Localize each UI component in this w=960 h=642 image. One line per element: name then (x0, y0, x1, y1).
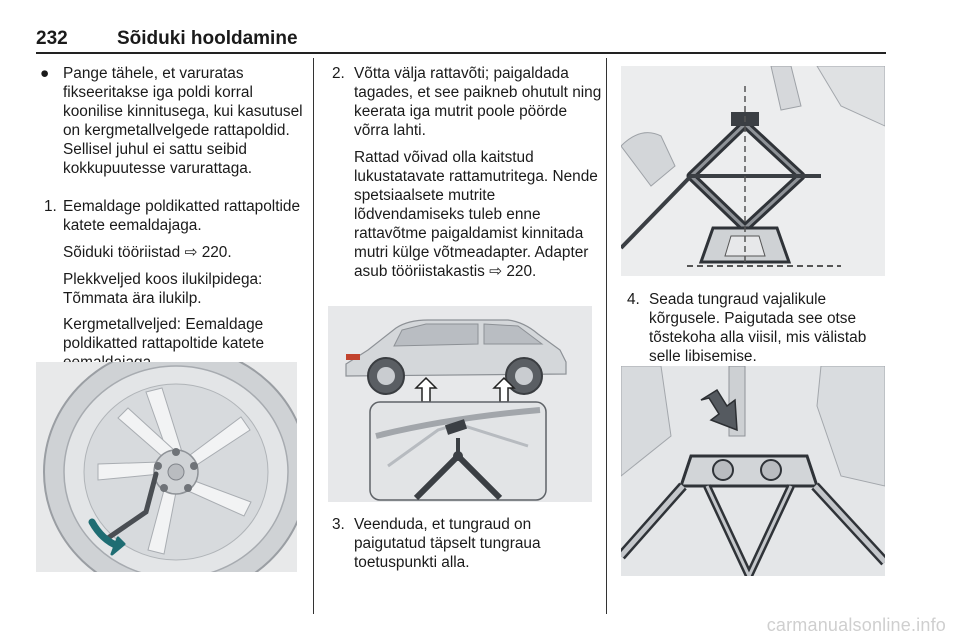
step-3-text (354, 515, 604, 572)
text-line: tõstekoha alla viisil, mis välistab (649, 329, 867, 346)
step-2-number: 2. (332, 65, 345, 82)
text-line: lukustatavate rattamutritega. (354, 168, 549, 185)
text-line: lõdvendamiseks tuleb enne (354, 206, 541, 223)
text-line: paigutatud täpselt tungraua (354, 535, 541, 552)
scissor-jack-illustration (621, 66, 885, 276)
bullet-note (63, 64, 313, 178)
bullet-symbol: ● (40, 65, 50, 82)
jacking-point-illustration (328, 306, 592, 502)
text-line: mutri külge võtmeadapter. (354, 244, 532, 261)
step-1-text (63, 197, 313, 235)
text-line: Rattad võivad olla kaitstud (354, 149, 534, 166)
text-line: Pange tähele, et varuratas (63, 65, 244, 82)
text-line: Kergmetallveljed: Eemaldage (63, 316, 264, 333)
reference-page[interactable]: 220. (506, 263, 537, 280)
text-line: Nende spetsiaalsete mutrite (354, 168, 598, 204)
text-line: Adapter asub tööriistakastis (354, 244, 589, 280)
step-2-text (354, 64, 604, 140)
text-line: toetuspunkti alla. (354, 554, 470, 571)
column-divider-1 (313, 58, 314, 614)
text-line: fikseeritakse iga poldi korral (63, 84, 253, 101)
text-line: rattapoldid. Sellisel juhul ei sattu (63, 122, 290, 158)
watermark: carmanualsonline.info (766, 615, 946, 635)
tools-reference (489, 263, 536, 280)
text-line: Eemaldage poldikatted (63, 198, 220, 215)
text-line: Tõmmata ära ilukilp. (63, 290, 202, 307)
wheel-bolt-cover-illustration (36, 362, 297, 572)
step-1-number: 1. (44, 198, 57, 215)
text-line: Võtta välja rattavõti; paigaldada (354, 65, 569, 82)
tools-reference (63, 243, 232, 262)
text-line: selle libisemise. (649, 348, 757, 365)
text-line: rattapoltide katete eemaldajaga. (63, 198, 301, 234)
text-line: kõrgusele. Paigutada see otse (649, 310, 857, 327)
jack-head-closeup-illustration (621, 366, 885, 576)
text-line: pöörde võrra lahti. (354, 103, 568, 139)
text-line: tagades, et see paikneb ohutult (354, 84, 568, 101)
step-4-text (649, 290, 889, 366)
column-divider-2 (606, 58, 607, 614)
reference-text: Sõiduki tööriistad (63, 244, 181, 261)
text-line: Veenduda, et tungraud on (354, 516, 532, 533)
page-number: 232 (36, 28, 68, 49)
page-ref-arrow-icon: ⇨ (489, 263, 503, 280)
text-line: koonilise kinnitusega, kui (63, 103, 234, 120)
page-title: Sõiduki hooldamine (117, 28, 298, 49)
header-rule (36, 52, 886, 54)
locking-nuts-note (354, 148, 604, 281)
page-ref-arrow-icon: ⇨ (184, 244, 198, 261)
steel-wheels-note (63, 270, 313, 308)
text-line: Plekkveljed koos ilukilpidega: (63, 271, 263, 288)
reference-page[interactable]: 220. (201, 244, 232, 261)
text-line: varurattaga. (169, 160, 253, 177)
text-line: Seada tungraud vajalikule (649, 291, 827, 308)
step-4-number: 4. (627, 291, 640, 308)
text-line: kasutusel on kergmetallvelgede (63, 103, 303, 139)
text-line: rattavõtme paigaldamist kinnitada (354, 225, 584, 242)
step-3-number: 3. (332, 516, 345, 533)
text-line: poldikatted rattapoltide katete (63, 335, 265, 352)
text-line: ning keerata iga mutrit poole (354, 84, 602, 120)
text-line: seibid kokkupuutesse (63, 141, 247, 177)
